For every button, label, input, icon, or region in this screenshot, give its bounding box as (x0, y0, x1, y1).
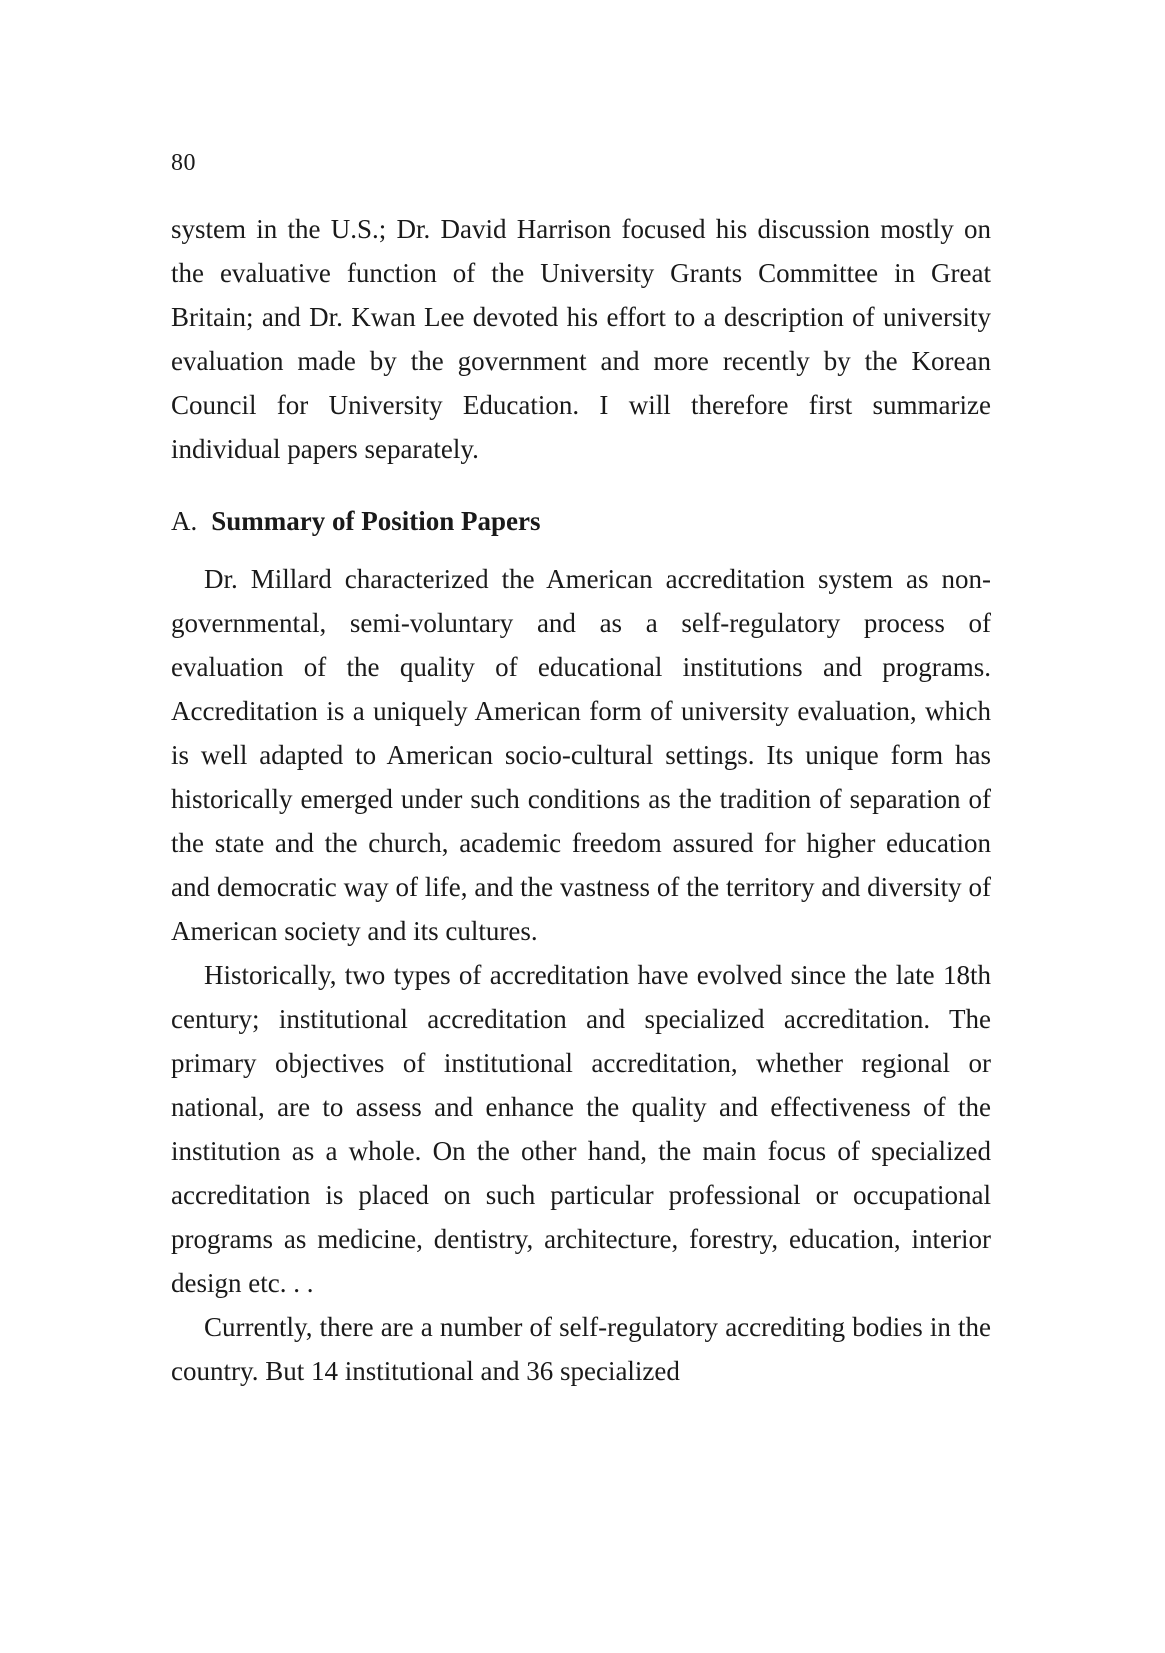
section-title: Summary of Position Papers (211, 506, 541, 536)
section-letter: A. (171, 506, 198, 536)
paragraph-millard: Dr. Millard characterized the American accreditation system as non-governmental, semi-voluntary and as a self-regulatory process of evaluation of the quality of educational institutions and programs. Accreditation is a uniquely American form of university evaluation, which is well adapted to American socio-cultural settings. Its unique form has historically emerged under such conditions as the tradition of separation of the state and the church, academic freedom assured for higher education and democratic way of life, and the vastness of the territory and diversity of American society and its cultures. (171, 564, 991, 946)
paragraph-continuation: system in the U.S.; Dr. David Harrison focused his discussion mostly on the evaluative function of the University Grants Committee in Great Britain; and Dr. Kwan Lee devoted his effort to a description of university evaluation made by the government and more recently by the Korean Council for University Education. I will therefore first summarize individual papers separately. (171, 214, 991, 464)
paragraph-accreditation-types: Historically, two types of accreditation have evolved since the late 18th century; institutional accreditation and specialized accreditation. The primary objectives of institutional accreditation, whether regional or national, are to assess and enhance the quality and effectiveness of the institution as a whole. On the other hand, the main focus of specialized accreditation is placed on such particular professional or occupational programs as medicine, dentistry, architecture, forestry, education, interior design etc. . . (171, 960, 991, 1298)
body-text (171, 207, 991, 1393)
page-number: 80 (171, 150, 196, 176)
section-heading (171, 499, 991, 543)
paragraph-accrediting-bodies: Currently, there are a number of self-regulatory accrediting bodies in the country. But 14 institutional and 36 specialized (171, 1312, 991, 1386)
